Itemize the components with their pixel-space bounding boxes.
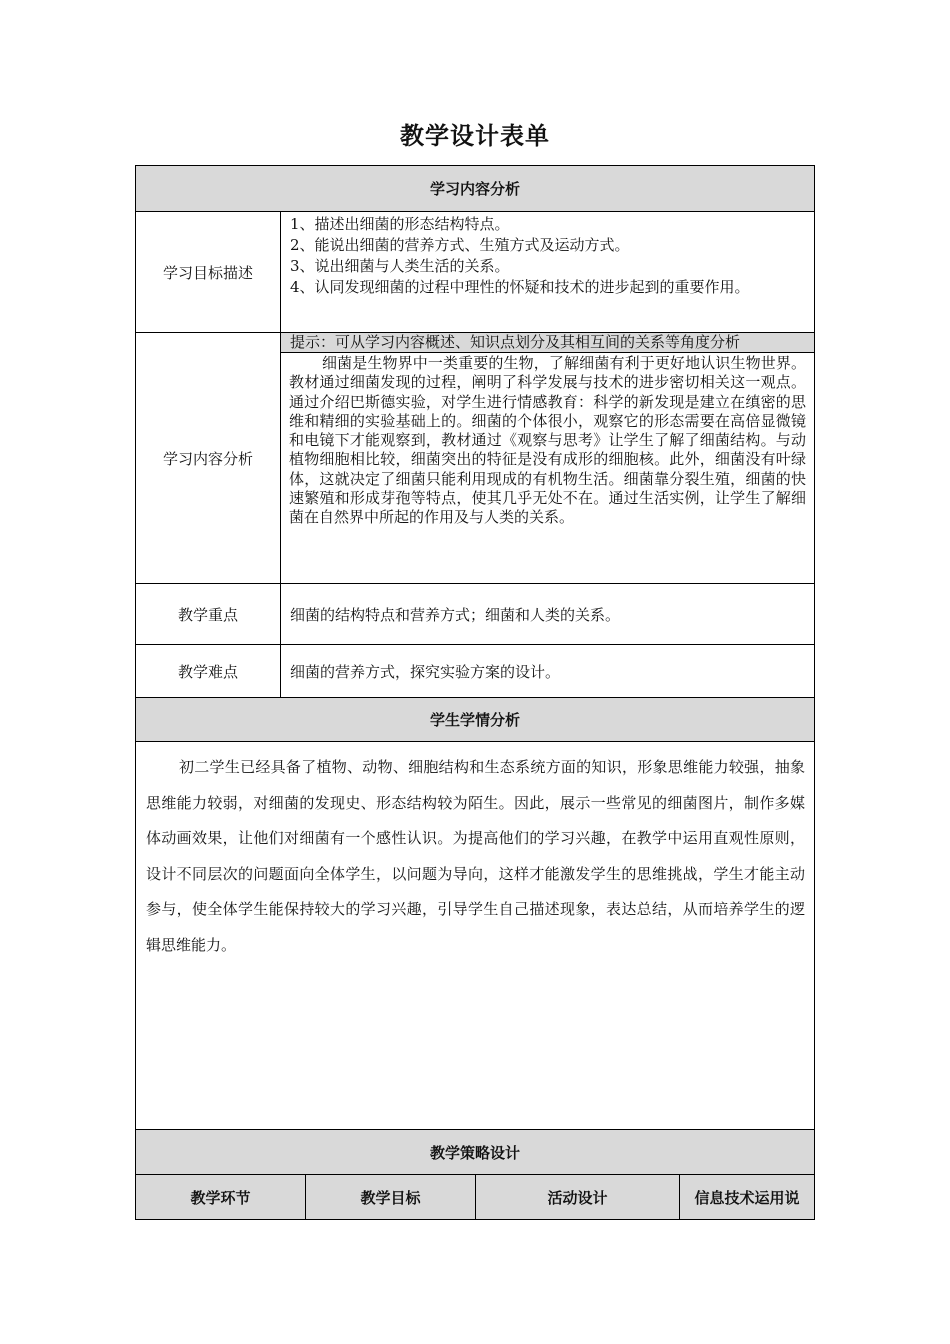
content-analysis-cell [281,333,814,583]
row-student-analysis [136,742,814,1130]
learning-goals-list [281,212,814,332]
section-header-label: 学习内容分析 [429,180,520,198]
goal-item: 3、说出细菌与人类生活的关系。 [290,257,510,275]
section-header-label: 教学策略设计 [429,1143,520,1162]
column-header-stage: 教学环节 [136,1175,306,1219]
content-analysis-hint: 提示：可从学习内容概述、知识点划分及其相互间的关系等角度分析 [281,333,814,353]
column-header-objective: 教学目标 [306,1175,476,1219]
column-header-it-usage: 信息技术运用说 [680,1175,814,1219]
difficulty-label: 教学难点 [136,645,281,697]
learning-goals-label: 学习目标描述 [136,212,281,332]
strategy-columns-row [136,1175,814,1219]
row-content-analysis [136,333,814,584]
goal-item: 2、能说出细菌的营养方式、生殖方式及运动方式。 [290,236,630,254]
keypoint-label: 教学重点 [136,584,281,644]
keypoint-text: 细菌的结构特点和营养方式；细菌和人类的关系。 [290,605,621,624]
section-header-student-analysis [136,698,814,742]
student-analysis-text: 初二学生已经具备了植物、动物、细胞结构和生态系统方面的知识，形象思维能力较强，抽象思维能力较弱，对细菌的发现史、形态结构较为陌生。因此，展示一些常见的细菌图片，制作多媒体动画效果，让他们对细菌有一个感性认识。为提高他们的学习兴趣，在教学中运用直观性原则，设计不同层次的问题面向全体学生，以问题为导向，这样才能激发学生的思维挑战，学生才能主动参与，使全体学生能保持较大的学习兴趣，引导学生自己描述现象，表达总结，从而培养学生的逻辑思维能力。 [146,758,805,954]
goal-item: 4、认同发现细菌的过程中理性的怀疑和技术的进步起到的重要作用。 [290,278,750,296]
section-header-strategy [136,1130,814,1175]
row-teaching-difficulty [136,645,814,698]
column-header-activity: 活动设计 [476,1175,680,1219]
content-analysis-label: 学习内容分析 [136,333,281,583]
section-header-label: 学生学情分析 [429,711,520,729]
row-teaching-keypoint [136,584,814,645]
difficulty-text: 细菌的营养方式，探究实验方案的设计。 [290,662,561,681]
page-title: 教学设计表单 [400,122,550,150]
goal-item: 1、描述出细菌的形态结构特点。 [290,215,510,233]
section-header-content-analysis [136,166,814,212]
row-learning-goals [136,212,814,333]
design-form-table [135,165,815,1220]
content-analysis-text: 细菌是生物界中一类重要的生物，了解细菌有利于更好地认识生物世界。教材通过细菌发现的过程，阐明了科学发展与技术的进步密切相关这一观点。通过介绍巴斯德实验，对学生进行情感教育：科学的新发现是建立在缜密的思维和精细的实验基础上的。细菌的个体很小，观察它的形态需要在高倍显微镜和电镜下才能观察到，教材通过《观察与思考》让学生了解了细菌结构。与动植物细胞相比较，细菌突出的特征是没有成形的细胞核。此外，细菌没有叶绿体，这就决定了细菌只能利用现成的有机物生活。细菌靠分裂生殖，细菌的快速繁殖和形成芽孢等特点，使其几乎无处不在。通过生活实例，让学生了解细菌在自然界中所起的作用及与人类的关系。 [289,354,806,527]
